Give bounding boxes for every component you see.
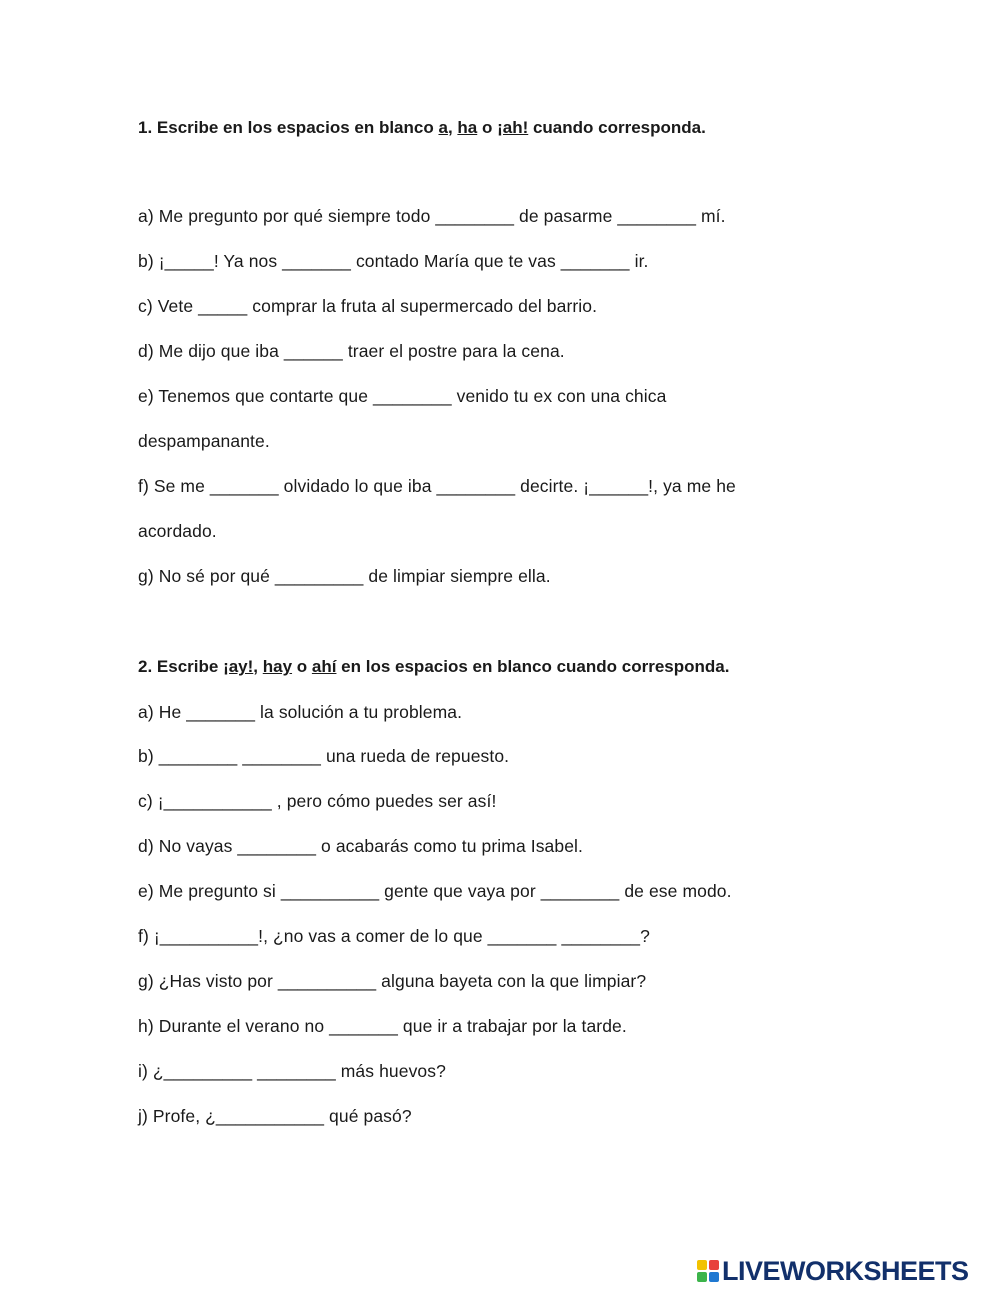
exercise-2-item-d: d) No vayas ________ o acabarás como tu prima Isabel. xyxy=(138,836,583,856)
option-hay: hay xyxy=(262,657,293,676)
exercise-2-item-h: h) Durante el verano no _______ que ir a trabajar por la tarde. xyxy=(138,1016,627,1036)
exercise-2-item-g: g) ¿Has visto por __________ alguna bayeta con la que limpiar? xyxy=(138,971,647,991)
exercise-1-item-e: e) Tenemos que contarte que ________ venido tu ex con una chica xyxy=(138,386,667,406)
exercise-2-item-a: a) He _______ la solución a tu problema. xyxy=(138,702,463,722)
exercise-1-item-g: g) No sé por qué _________ de limpiar siempre ella. xyxy=(138,566,551,586)
exercise-1-item-f-cont: acordado. xyxy=(138,521,217,541)
logo-square-green xyxy=(697,1272,707,1282)
logo-text: LIVEWORKSHEETS xyxy=(722,1255,969,1286)
exercise-2-item-c: c) ¡___________ , pero cómo puedes ser así! xyxy=(138,791,497,811)
logo-square-yellow xyxy=(697,1260,707,1270)
option-a: a xyxy=(438,118,448,137)
option-ahi: ahí xyxy=(311,657,337,676)
exercise-2-item-i: i) ¿_________ ________ más huevos? xyxy=(138,1061,446,1081)
exercise-2-item-j: j) Profe, ¿___________ qué pasó? xyxy=(138,1106,412,1126)
exercise-1-item-c: c) Vete _____ comprar la fruta al supermercado del barrio. xyxy=(138,296,598,316)
logo-square-red xyxy=(709,1260,719,1270)
option-ay: ¡ay! xyxy=(223,657,254,676)
exercise-1-item-b: b) ¡_____! Ya nos _______ contado María que te vas _______ ir. xyxy=(138,251,649,271)
option-ha: ha xyxy=(457,118,478,137)
exercise-2-item-e: e) Me pregunto si __________ gente que vaya por ________ de ese modo. xyxy=(138,881,732,901)
logo-square-blue xyxy=(709,1272,719,1282)
exercise-2-heading: 2. Escribe ¡ay!, hay o ahí en los espacios en blanco cuando corresponda. xyxy=(138,657,730,676)
exercise-2-item-f: f) ¡__________!, ¿no vas a comer de lo que _______ ________? xyxy=(138,926,650,946)
exercise-1-item-d: d) Me dijo que iba ______ traer el postre para la cena. xyxy=(138,341,565,361)
option-ah: ¡ah! xyxy=(497,118,529,137)
liveworksheets-logo-icon xyxy=(697,1260,719,1282)
exercise-2-item-b: b) ________ ________ una rueda de repuesto. xyxy=(138,746,510,766)
liveworksheets-logo xyxy=(697,1256,969,1286)
exercise-1-item-f: f) Se me _______ olvidado lo que iba ________ decirte. ¡______!, ya me he xyxy=(138,476,736,496)
exercise-1-item-a: a) Me pregunto por qué siempre todo ________ de pasarme ________ mí. xyxy=(138,206,726,226)
exercise-1-item-e-cont: despampanante. xyxy=(138,431,270,451)
exercise-1-heading: 1. Escribe en los espacios en blanco a, ha o ¡ah! cuando corresponda. xyxy=(138,118,706,137)
